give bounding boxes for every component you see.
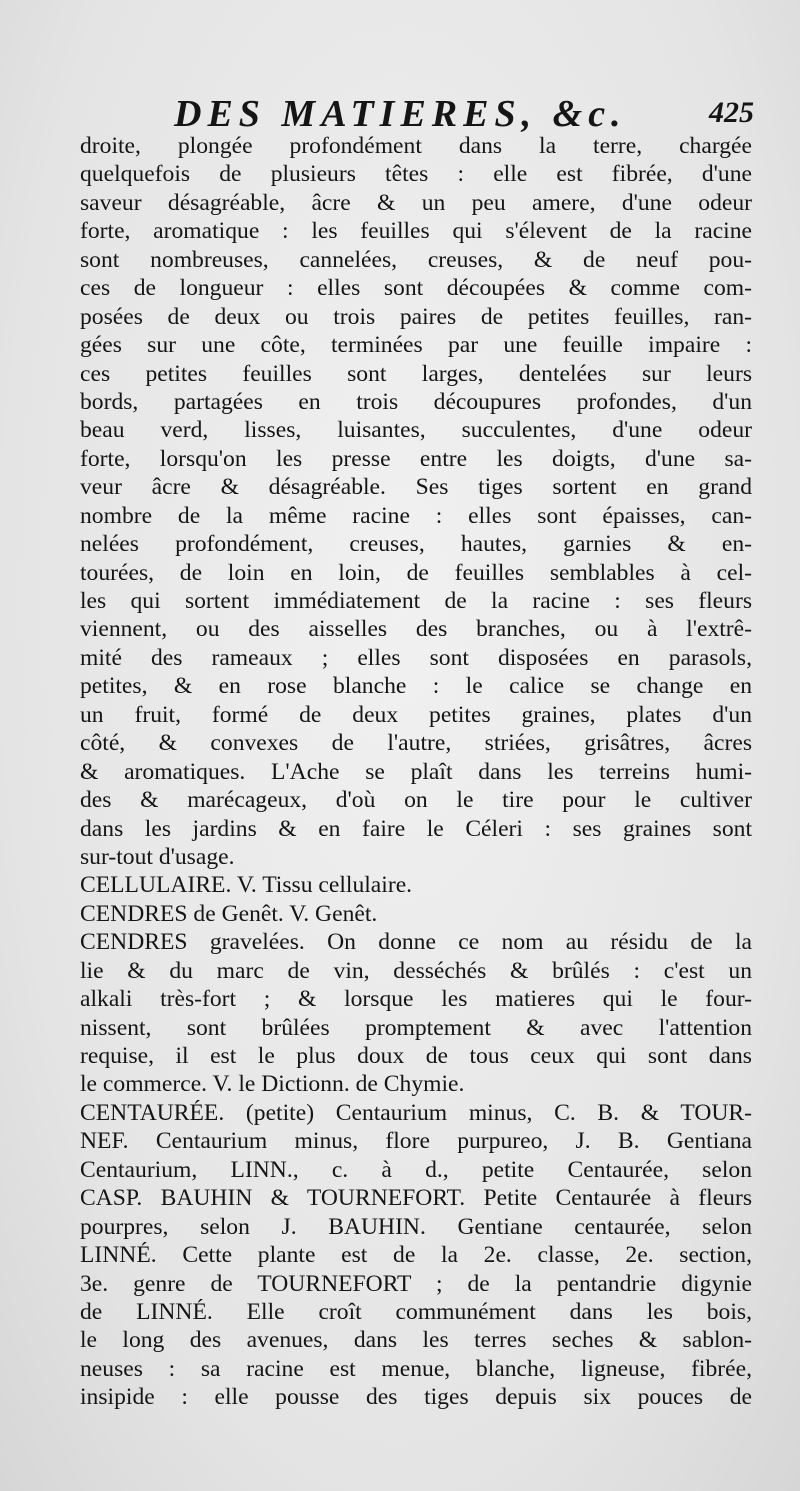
text-line: nissent, sont brûlées promptement & avec l'attention xyxy=(80,1014,752,1041)
text-line: nelées profondément, creuses, hautes, garnies & en- xyxy=(80,531,752,558)
text-line: neuses : sa racine est menue, blanche, ligneuse, fibrée, xyxy=(80,1355,752,1382)
text-line: quelquefois de plusieurs têtes : elle est fibrée, d'une xyxy=(80,161,752,188)
text-line: veur âcre & désagréable. Ses tiges sortent en grand xyxy=(80,474,752,501)
text-line: beau verd, lisses, luisantes, succulentes, d'une odeur xyxy=(80,417,752,444)
text-line: insipide : elle pousse des tiges depuis six pouces de xyxy=(80,1384,752,1411)
text-line: 3e. genre de TOURNEFORT ; de la pentandrie digynie xyxy=(80,1270,752,1297)
text-line: posées de deux ou trois paires de petites feuilles, ran- xyxy=(80,303,752,330)
text-line: viennent, ou des aisselles des branches, ou à l'extrê- xyxy=(80,616,752,643)
text-line: le long des avenues, dans les terres seches & sablon- xyxy=(80,1327,752,1354)
text-line: gées sur une côte, terminées par une feuille impaire : xyxy=(80,332,752,359)
text-line: côté, & convexes de l'autre, striées, grisâtres, âcres xyxy=(80,730,752,757)
text-line: tourées, de loin en loin, de feuilles semblables à cel- xyxy=(80,559,752,586)
text-line: alkali très-fort ; & lorsque les matieres qui le four- xyxy=(80,986,752,1013)
text-line: forte, lorsqu'on les presse entre les doigts, d'une sa- xyxy=(80,445,752,472)
entry-cendres-de-genet: CENDRES de Genêt. V. Genêt. xyxy=(80,900,378,927)
text-line: dans les jardins & en faire le Céleri : ses graines sont xyxy=(80,815,752,842)
text-line: des & marécageux, d'où on le tire pour le cultiver xyxy=(80,787,752,814)
text-line: sur-tout d'usage. xyxy=(80,843,235,870)
text-line: les qui sortent immédiatement de la racine : ses fleurs xyxy=(80,588,752,614)
page-body-text xyxy=(80,132,752,1412)
text-line: petites, & en rose blanche : le calice se change en xyxy=(80,673,752,700)
text-line: le commerce. V. le Dictionn. de Chymie. xyxy=(80,1071,465,1098)
text-line: un fruit, formé de deux petites graines, plates d'un xyxy=(80,701,752,728)
text-line: ces petites feuilles sont larges, dentelées sur leurs xyxy=(80,360,752,387)
text-line: ces de longueur : elles sont découpées & comme com- xyxy=(80,275,752,302)
text-line: mité des rameaux ; elles sont disposées en parasols, xyxy=(80,644,752,671)
text-line: pourpres, selon J. BAUHIN. Gentiane centaurée, selon xyxy=(80,1213,752,1240)
text-line: saveur désagréable, âcre & un peu amere, d'une odeur xyxy=(80,189,752,216)
entry-centauree: CENTAURÉE. (petite) Centaurium minus, C. B. & TOUR- xyxy=(80,1099,752,1126)
text-line: sont nombreuses, cannelées, creuses, & de neuf pou- xyxy=(80,246,752,273)
text-line: bords, partagées en trois découpures profondes, d'un xyxy=(80,388,752,415)
text-line: nombre de la même racine : elles sont épaisses, can- xyxy=(80,502,752,529)
page-number: 425 xyxy=(709,96,754,129)
text-line: & aromatiques. L'Ache se plaît dans les terreins humi- xyxy=(80,758,752,785)
text-line: CASP. BAUHIN & TOURNEFORT. Petite Centaurée à fleurs xyxy=(80,1185,752,1212)
text-line: droite, plongée profondément dans la terre, chargée xyxy=(80,133,752,159)
entry-cendres-gravelees: CENDRES gravelées. On donne ce nom au résidu de la xyxy=(80,929,752,956)
text-line: Centaurium, LINN., c. à d., petite Centaurée, selon xyxy=(80,1156,752,1183)
text-line: NEF. Centaurium minus, flore purpureo, J. B. Gentiana xyxy=(80,1128,752,1155)
entry-cellulaire: CELLULAIRE. V. Tissu cellulaire. xyxy=(80,872,413,899)
text-line: requise, il est le plus doux de tous ceux qui sont dans xyxy=(80,1043,752,1069)
text-line: forte, aromatique : les feuilles qui s'élevent de la racine xyxy=(80,218,752,245)
text-line: de LINNÉ. Elle croît communément dans les bois, xyxy=(80,1298,752,1325)
text-line: LINNÉ. Cette plante est de la 2e. classe, 2e. section, xyxy=(80,1242,752,1269)
text-line: lie & du marc de vin, desséchés & brûlés : c'est un xyxy=(80,957,752,984)
running-header xyxy=(78,92,754,136)
running-title: DES MATIERES, &c. xyxy=(174,93,627,135)
